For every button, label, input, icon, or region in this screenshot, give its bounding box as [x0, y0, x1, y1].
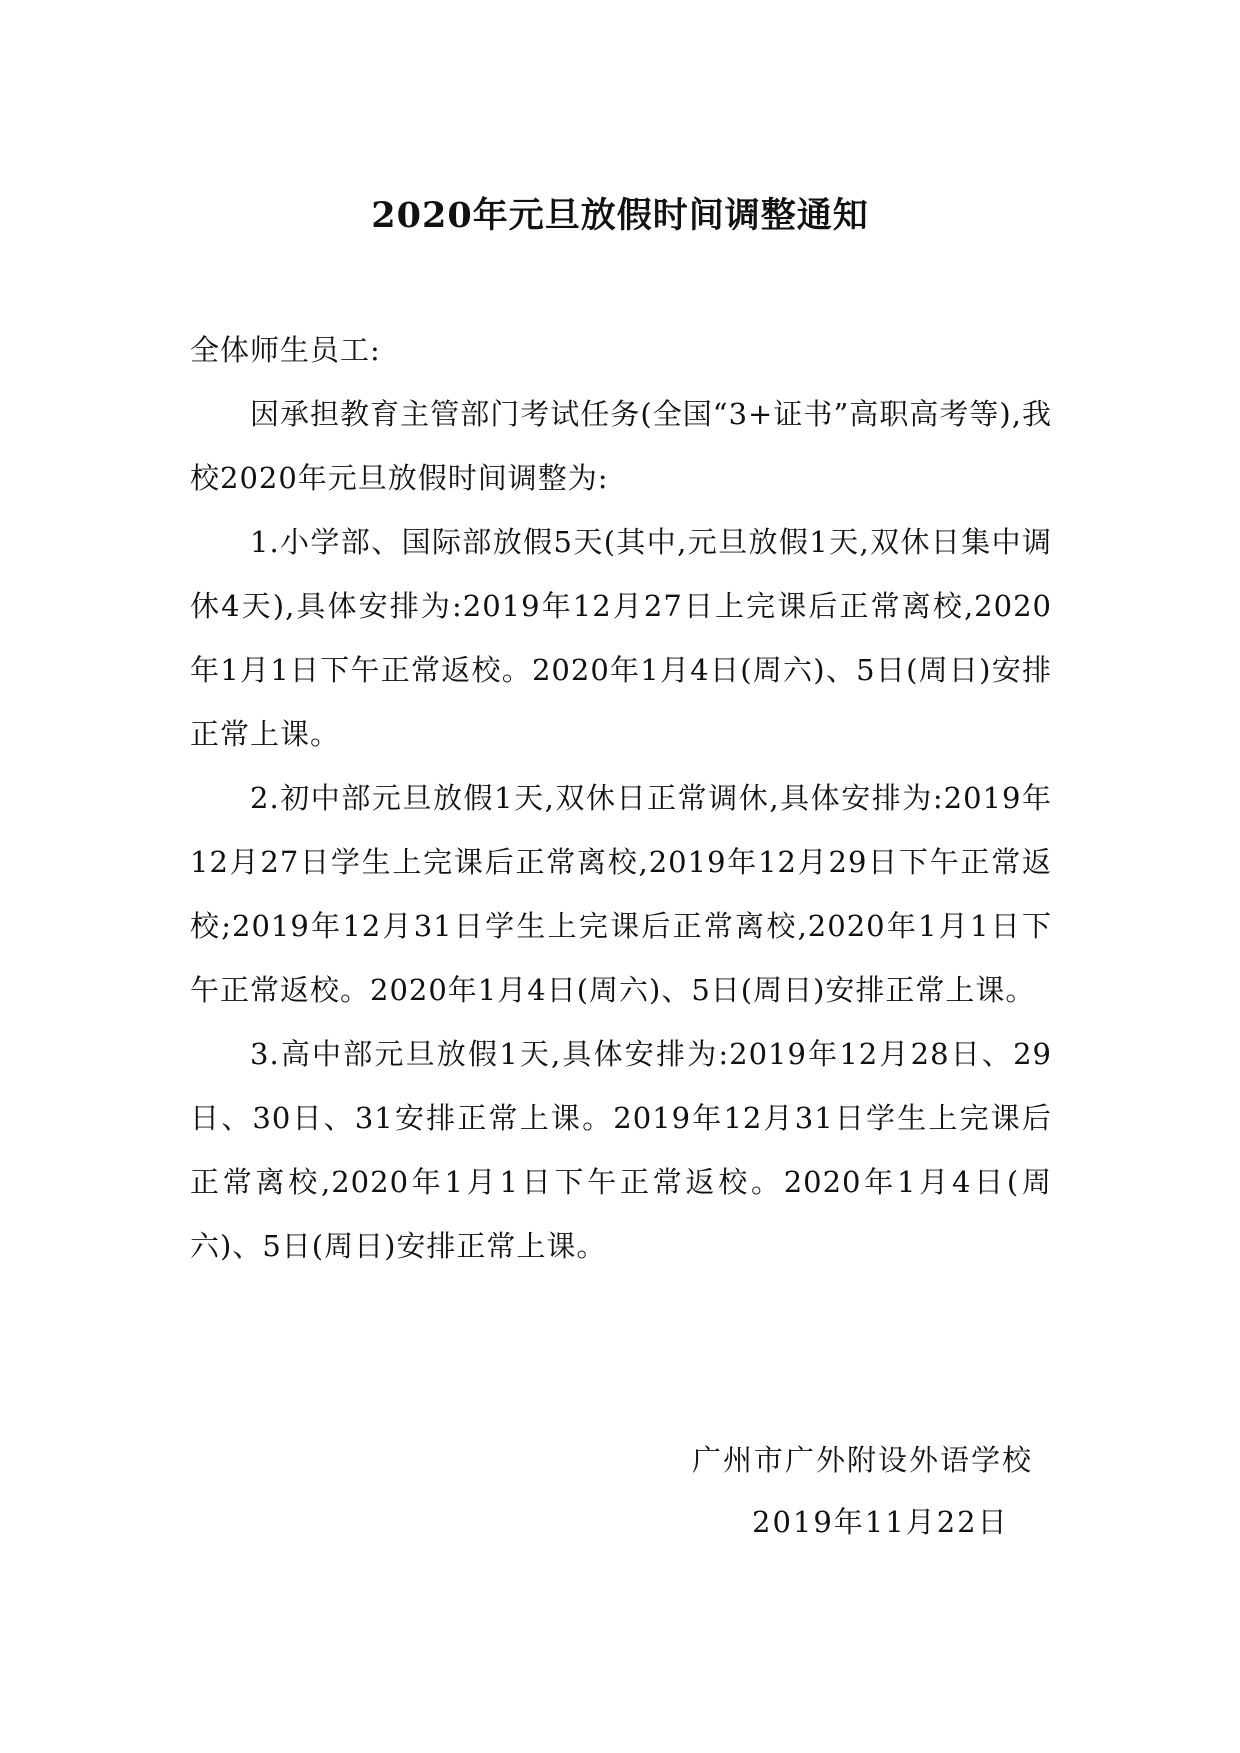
document-body [190, 318, 1052, 1278]
paragraph-primary-school: 1.小学部、国际部放假5天(其中,元旦放假1天,双休日集中调休4天),具体安排为:2019年12月27日上完课后正常离校,2020年1月1日下午正常返校。2020年1月4日(周六)、5日(周日)安排正常上课。 [190, 525, 1052, 751]
paragraph-intro: 因承担教育主管部门考试任务(全国“3+证书”高职高考等),我校2020年元旦放假时间调整为: [190, 397, 1052, 495]
paragraph-junior-high: 2.初中部元旦放假1天,双休日正常调休,具体安排为:2019年12月27日学生上完课后正常离校,2019年12月29日下午正常返校;2019年12月31日学生上完课后正常离校,2020年1月1日下午正常返校。2020年1月4日(周六)、5日(周日)安排正常上课。 [190, 781, 1052, 1007]
signature-date: 2019年11月22日 [752, 1505, 1009, 1539]
document-title: 2020年元旦放假时间调整通知 [371, 195, 869, 236]
signature-organization: 广州市广外附设外语学校 [692, 1443, 1034, 1477]
paragraph-senior-high: 3.高中部元旦放假1天,具体安排为:2019年12月28日、29日、30日、31安排正常上课。2019年12月31日学生上完课后正常离校,2020年1月1日下午正常返校。2020年1月4日(周六)、5日(周日)安排正常上课。 [190, 1037, 1052, 1263]
salutation: 全体师生员工: [190, 333, 381, 367]
